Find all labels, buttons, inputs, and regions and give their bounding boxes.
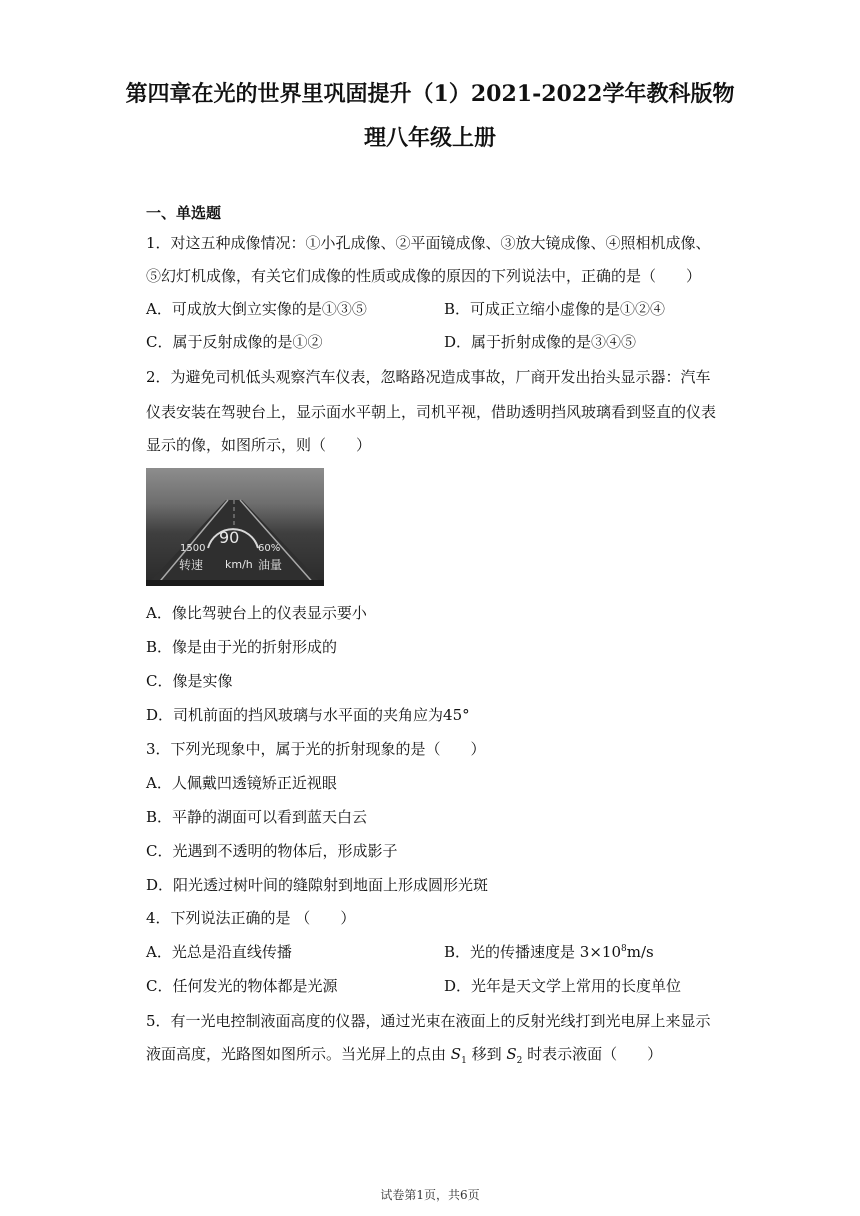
q1-option-c: C．属于反射成像的是①② bbox=[146, 333, 323, 351]
hud-speed-value: 90 bbox=[219, 528, 240, 547]
q5-line2-b: 移到 bbox=[466, 1045, 507, 1063]
q5-stem-line1: 5．有一光电控制液面高度的仪器，通过光束在液面上的反射光线打到光电屏上来显示 bbox=[146, 1012, 711, 1030]
hud-speed-unit: km/h bbox=[225, 558, 253, 571]
q2-option-c: C．像是实像 bbox=[146, 672, 233, 690]
q1-option-d: D．属于折射成像的是③④⑤ bbox=[444, 333, 637, 351]
q4-option-b-exponent: 8 bbox=[621, 944, 627, 954]
hud-fuel-label: 油量 bbox=[258, 558, 283, 572]
q3-option-b: B．平静的湖面可以看到蓝天白云 bbox=[146, 808, 368, 826]
q4-option-c: C．任何发光的物体都是光源 bbox=[146, 977, 338, 995]
hud-rpm-label: 转速 bbox=[179, 558, 204, 572]
q5-stem-line2 bbox=[146, 1043, 662, 1066]
q5-s1: S bbox=[450, 1045, 462, 1063]
q5-line2-a: 液面高度，光路图如图所示。当光屏上的点由 bbox=[146, 1045, 451, 1063]
q2-option-a: A．像比驾驶台上的仪表显示要小 bbox=[146, 604, 367, 622]
q3-option-a: A．人佩戴凹透镜矫正近视眼 bbox=[146, 774, 337, 792]
q5-line2-c: 时表示液面（ ） bbox=[522, 1045, 663, 1063]
q5-s2: S bbox=[506, 1045, 517, 1063]
q4-option-b-prefix: B．光的传播速度是 3×10 bbox=[444, 943, 621, 961]
page-title-line2: 理八年级上册 bbox=[363, 125, 496, 151]
page-title-line1: 第四章在光的世界里巩固提升（1）2021-2022学年教科版物 bbox=[125, 81, 735, 107]
q3-stem: 3．下列光现象中，属于光的折射现象的是（ ） bbox=[146, 740, 486, 758]
page-footer: 试卷第1页，共6页 bbox=[380, 1188, 480, 1202]
q4-option-b bbox=[444, 941, 654, 962]
section-heading: 一、单选题 bbox=[146, 204, 222, 222]
q1-option-a: A．可成放大倒立实像的是①③⑤ bbox=[146, 300, 367, 318]
q4-option-a: A．光总是沿直线传播 bbox=[146, 943, 292, 961]
q2-option-d: D．司机前面的挡风玻璃与水平面的夹角应为45° bbox=[146, 706, 470, 724]
q2-stem-line3: 显示的像，如图所示，则（ ） bbox=[146, 436, 372, 454]
hud-photo bbox=[146, 468, 324, 586]
q5-s1-sub: 1 bbox=[461, 1056, 467, 1066]
hud-fuel-value: 60% bbox=[258, 543, 281, 554]
q1-stem-line1: 1．对这五种成像情况：①小孔成像、②平面镜成像、③放大镜成像、④照相机成像、 bbox=[146, 234, 711, 252]
q1-option-b: B．可成正立缩小虚像的是①②④ bbox=[444, 300, 666, 318]
q4-option-d: D．光年是天文学上常用的长度单位 bbox=[444, 977, 682, 995]
q3-option-c: C．光遇到不透明的物体后，形成影子 bbox=[146, 842, 398, 860]
q1-stem-line2: ⑤幻灯机成像，有关它们成像的性质或成像的原因的下列说法中，正确的是（ ） bbox=[146, 267, 702, 285]
q2-option-b: B．像是由于光的折射形成的 bbox=[146, 638, 338, 656]
q3-option-d: D．阳光透过树叶间的缝隙射到地面上形成圆形光斑 bbox=[146, 876, 489, 894]
q2-stem-line1: 2．为避免司机低头观察汽车仪表，忽略路况造成事故，厂商开发出抬头显示器：汽车 bbox=[146, 368, 711, 386]
q5-s2-sub: 2 bbox=[516, 1056, 523, 1066]
hud-rpm-value: 1500 bbox=[180, 543, 206, 554]
q4-option-b-unit: m/s bbox=[626, 943, 654, 961]
q4-stem: 4．下列说法正确的是 （ ） bbox=[146, 909, 356, 927]
q2-stem-line2: 仪表安装在驾驶台上，显示面水平朝上，司机平视，借助透明挡风玻璃看到竖直的仪表 bbox=[146, 403, 717, 421]
